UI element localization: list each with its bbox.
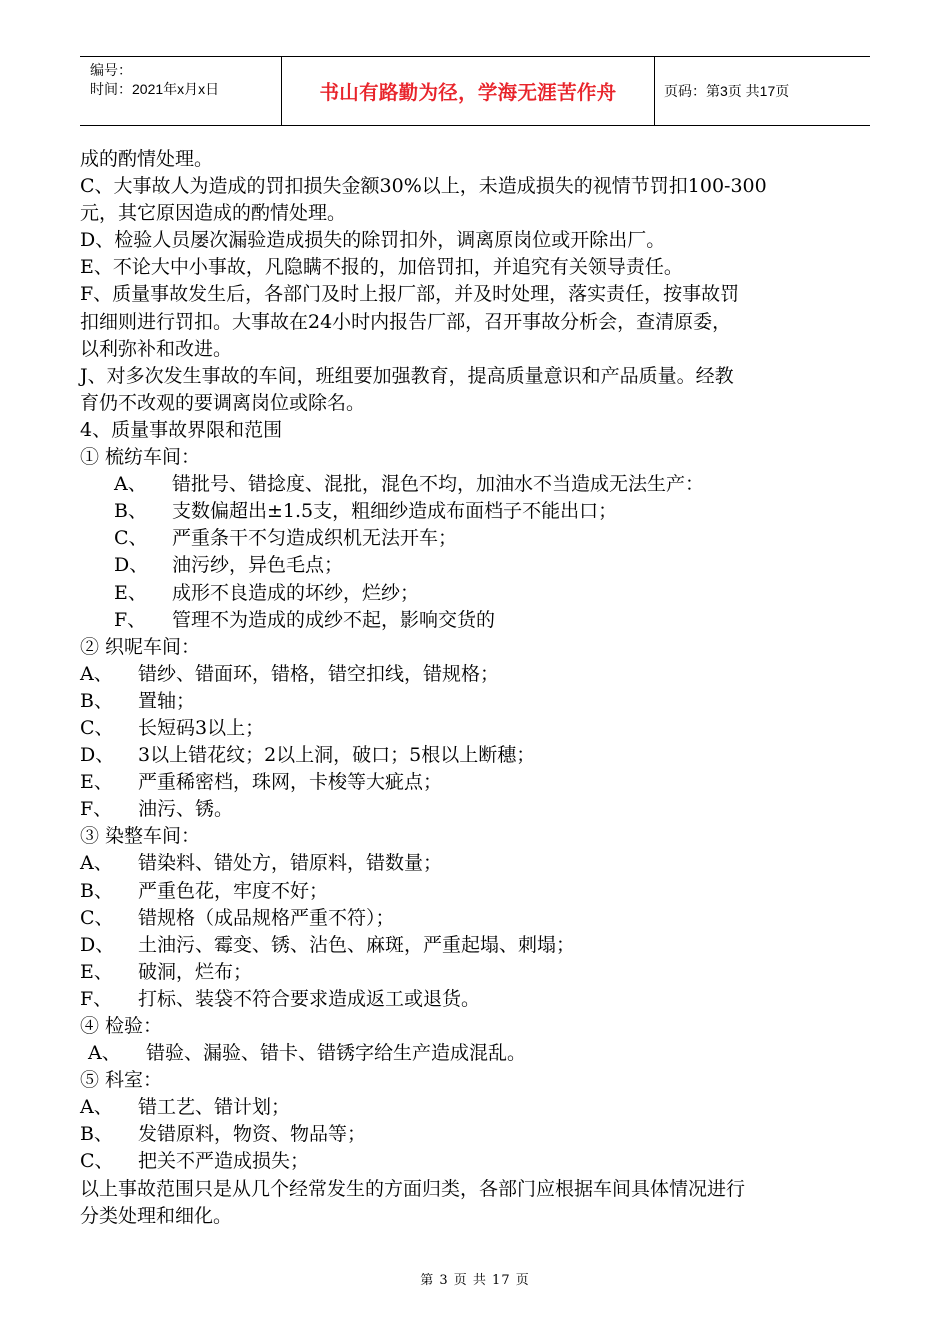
list-item-label: B、 xyxy=(114,500,147,523)
list-item xyxy=(80,959,875,986)
paragraph-line: 4、质量事故界限和范围 xyxy=(80,418,283,441)
list-item xyxy=(80,688,875,715)
list-item-text: 支数偏超出±1.5支，粗细纱造成布面档子不能出口； xyxy=(172,500,618,523)
header-motto: 书山有路勤为径，学海无涯苦作舟 xyxy=(281,57,655,125)
list-item-label: A、 xyxy=(80,662,113,685)
list-item xyxy=(80,796,875,823)
document-body xyxy=(80,146,875,1230)
page-footer: 第 3 页 共 17 页 xyxy=(420,1273,530,1288)
list-item xyxy=(80,769,875,796)
list-item xyxy=(80,932,875,959)
list-item-text: 3以上错花纹；2以上洞，破口；5根以上断穗； xyxy=(138,744,536,767)
list-item-text: 错工艺、错计划； xyxy=(138,1096,291,1119)
list-item xyxy=(80,878,875,905)
list-item xyxy=(80,580,875,607)
list-item-text: 严重条干不匀造成织机无法开车； xyxy=(172,527,458,550)
section-title: ② 织呢车间： xyxy=(80,635,201,658)
list-item-label: A、 xyxy=(80,1096,113,1119)
list-item-label: B、 xyxy=(80,689,113,712)
list-item-text: 管理不为造成的成纱不起，影响交货的 xyxy=(172,608,496,631)
list-item-label: C、 xyxy=(114,527,148,550)
list-item xyxy=(80,1121,875,1148)
list-item xyxy=(80,498,875,525)
closing-line: 以上事故范围只是从几个经常发生的方面归类，各部门应根据车间具体情况进行 xyxy=(80,1177,746,1200)
list-item-text: 错纱、错面环，错格，错空扣线，错规格； xyxy=(138,662,500,685)
list-item-label: B、 xyxy=(80,1123,113,1146)
page-header xyxy=(80,56,870,126)
list-item-label: E、 xyxy=(80,771,113,794)
list-item-label: C、 xyxy=(80,716,114,739)
list-item xyxy=(80,986,875,1013)
list-item-text: 长短码3以上； xyxy=(138,716,265,739)
list-item-text: 把关不严造成损失； xyxy=(138,1150,310,1173)
list-item xyxy=(80,661,875,688)
section-title: ③ 染整车间： xyxy=(80,825,201,848)
list-item xyxy=(80,1148,875,1175)
list-item-label: A、 xyxy=(88,1042,121,1065)
document-time-label: 时间：2021年x月x日 xyxy=(90,81,220,97)
paragraph-line: J、对多次发生事故的车间，班组要加强教育，提高质量意识和产品质量。经教 xyxy=(80,364,734,387)
paragraph-line: 育仍不改观的要调离岗位或除名。 xyxy=(80,391,366,414)
paragraph-line: D、检验人员屡次漏验造成损失的除罚扣外，调离原岗位或开除出厂。 xyxy=(80,229,666,252)
list-item-label: F、 xyxy=(80,798,113,821)
section-title: ① 梳纺车间： xyxy=(80,446,201,469)
list-item-label: F、 xyxy=(114,608,147,631)
list-item xyxy=(80,905,875,932)
paragraph-line: 以利弥补和改进。 xyxy=(80,337,233,360)
list-item-text: 打标、装袋不符合要求造成返工或退货。 xyxy=(138,987,481,1010)
list-item xyxy=(80,742,875,769)
section-title: ④ 检验： xyxy=(80,1015,163,1037)
list-item xyxy=(80,850,875,877)
list-item xyxy=(80,471,875,498)
paragraph-line: 元，其它原因造成的酌情处理。 xyxy=(80,202,347,225)
list-item-text: 严重稀密档，珠网，卡梭等大疵点； xyxy=(138,771,443,794)
list-item xyxy=(80,552,875,579)
closing-line: 分类处理和细化。 xyxy=(80,1204,233,1227)
list-item-label: D、 xyxy=(80,744,115,767)
list-item-text: 置轴； xyxy=(138,689,196,712)
list-item-label: A、 xyxy=(80,852,113,875)
list-item-label: D、 xyxy=(80,933,115,956)
paragraph-line: C、大事故人为造成的罚扣损失金额30%以上，未造成损失的视情节罚扣100-300 xyxy=(80,175,767,198)
list-item-text: 错规格（成品规格严重不符）； xyxy=(138,906,395,929)
list-item-label: C、 xyxy=(80,906,114,929)
list-item-text: 错验、漏验、错卡、错锈字给生产造成混乱。 xyxy=(146,1042,527,1065)
header-page-info: 页码：第3页 共17页 xyxy=(664,83,790,99)
paragraph-line: F、质量事故发生后，各部门及时上报厂部，并及时处理，落实责任，按事故罚 xyxy=(80,283,740,306)
paragraph-line: E、不论大中小事故，凡隐瞒不报的，加倍罚扣，并追究有关领导责任。 xyxy=(80,256,683,279)
list-item-label: D、 xyxy=(114,554,149,577)
list-item-text: 土油污、霉变、锈、沾色、麻斑，严重起塌、刺塌； xyxy=(138,933,576,956)
list-item-label: F、 xyxy=(80,987,113,1010)
header-meta xyxy=(80,57,281,125)
list-item-text: 油污纱，异色毛点； xyxy=(172,554,344,577)
list-item-text: 错染料、错处方，错原料，错数量； xyxy=(138,852,443,875)
list-item xyxy=(80,1040,875,1067)
list-item-label: E、 xyxy=(114,581,147,604)
document-number-label: 编号： xyxy=(90,62,132,78)
list-item-label: E、 xyxy=(80,960,113,983)
list-item-text: 错批号、错捻度、混批，混色不均，加油水不当造成无法生产： xyxy=(172,473,705,496)
list-item-label: B、 xyxy=(80,879,113,902)
paragraph-line: 扣细则进行罚扣。大事故在24小时内报告厂部，召开事故分析会，查清原委， xyxy=(80,310,732,333)
list-item xyxy=(80,715,875,742)
list-item xyxy=(80,525,875,552)
list-item xyxy=(80,607,875,634)
list-item-text: 成形不良造成的坏纱，烂纱； xyxy=(172,581,420,604)
list-item-text: 发错原料，物资、物品等； xyxy=(138,1123,367,1146)
list-item-label: C、 xyxy=(80,1150,114,1173)
list-item-text: 严重色花，牢度不好； xyxy=(138,879,329,902)
list-item xyxy=(80,1094,875,1121)
list-item-label: A、 xyxy=(114,473,147,496)
list-item-text: 破洞，烂布； xyxy=(138,960,253,983)
list-item-text: 油污、锈。 xyxy=(138,798,234,821)
paragraph-line: 成的酌情处理。 xyxy=(80,148,214,170)
section-title: ⑤ 科室： xyxy=(80,1069,163,1092)
